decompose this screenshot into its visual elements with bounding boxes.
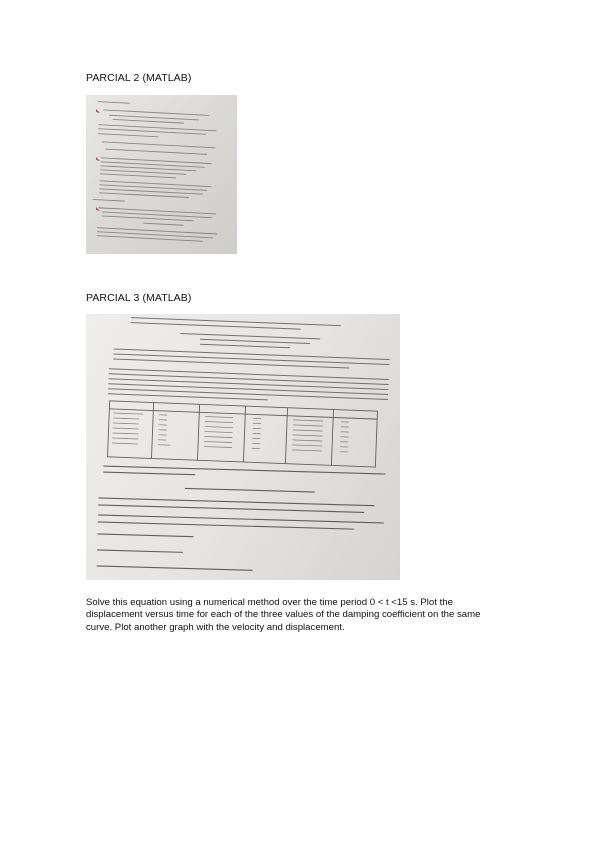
section-heading-parcial-2: PARCIAL 2 (MATLAB) [86,72,192,84]
section-heading-parcial-3: PARCIAL 3 (MATLAB) [86,292,192,304]
exam-photo-parcial-2 [86,95,237,254]
exam-photo-parcial-3-graphic [86,314,400,580]
exam-photo-parcial-2-graphic [86,95,237,254]
question-text: Solve this equation using a numerical method over the time period 0 < t <15 s. Plot the displacement versus time for each of the three values of the damping coefficient on the same curve. Plot another graph with the velocity and displacement. [86,597,481,633]
exam-photo-parcial-3 [86,314,400,580]
